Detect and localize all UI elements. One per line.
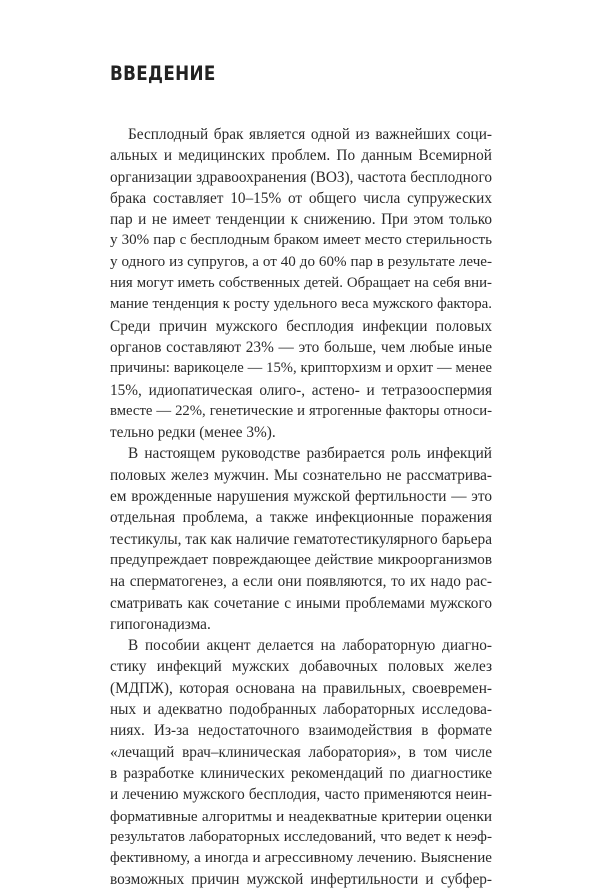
text-line: предупреждает повреждающее действие микроорганизмов (110, 551, 492, 568)
text-line: ния могут иметь собственных детей. Обращает на себя вни- (110, 275, 492, 292)
text-line: В пособии акцент делается на лабораторную диагно- (128, 637, 492, 655)
text-line: стику инфекций мужских добавочных половых желез (110, 658, 492, 676)
text-line: мание тенденция к росту удельного веса мужского фактора. (110, 296, 492, 313)
text-line: Среди причин мужского бесплодия инфекции половых (110, 317, 492, 335)
text-line: вместе — 22%, генетические и ятрогенные факторы относи- (110, 402, 492, 419)
text-line: Бесплодный брак является одной из важнейших соци- (128, 126, 492, 143)
text-line: органов составляют 23% — это больше, чем любые иные (110, 338, 492, 356)
text-line: гипогонадизма. (110, 615, 211, 633)
text-line: 15%, идиопатическая олиго-, астено- и тетразооспермия (110, 381, 492, 399)
text-line: и лечению мужского бесплодия, часто применяются неин- (110, 786, 492, 804)
body-text (110, 124, 492, 891)
text-line: тестикулы, так как наличие гематотестикулярного барьера (110, 530, 492, 548)
text-line: ниях. Из-за недостаточного взаимодействия в формате (110, 722, 492, 740)
text-line: В настоящем руководстве разбирается роль инфекций (128, 445, 492, 463)
text-line: ем врожденные нарушения мужской фертильности — это (110, 488, 492, 506)
text-line: ных и адекватно подобранных лабораторных исследова- (110, 701, 492, 719)
chapter-heading: ВВЕДЕНИЕ (110, 62, 216, 85)
text-line: у одного из супругов, а от 40 до 60% пар в результате лече- (110, 253, 492, 270)
text-line: причины: варикоцеле — 15%, крипторхизм и орхит — менее (110, 360, 492, 377)
text-line: формативные алгоритмы и неадекватные критерии оценки (110, 807, 492, 825)
text-line: брака составляет 10–15% от общего числа супружеских (110, 189, 492, 207)
text-line: на сперматогенез, а если они появляются, то их надо рас- (110, 573, 492, 591)
text-line: организации здравоохранения (ВОЗ), частота бесплодного (110, 168, 492, 186)
text-line: отдельная проблема, а также инфекционные поражения (110, 509, 492, 527)
text-line: «лечащий врач–клиническая лаборатория», в том числе (110, 743, 492, 761)
text-line: у 30% пар с бесплодным браком имеет место стерильность (110, 232, 492, 249)
text-line: альных и медицинских проблем. По данным Всемирной (110, 147, 492, 165)
text-line: пар и не имеет тенденции к снижению. При этом только (110, 211, 492, 229)
text-line: сматривать как сочетание с иными проблемами мужского (110, 594, 492, 612)
text-line: фективному, а иногда и агрессивному лечению. Выяснение (110, 850, 492, 867)
text-line: результатов лабораторных исследований, что ведет к неэф- (110, 828, 492, 845)
text-line: тельно редки (менее 3%). (110, 424, 276, 442)
text-line: возможных причин мужской инфертильности и субфер- (110, 871, 492, 889)
text-line: половых желез мужчин. Мы сознательно не рассматрива- (110, 466, 492, 484)
text-line: в разработке клинических рекомендаций по диагностике (110, 764, 492, 782)
text-line: (МДПЖ), которая основана на правильных, своевремен- (110, 679, 492, 697)
